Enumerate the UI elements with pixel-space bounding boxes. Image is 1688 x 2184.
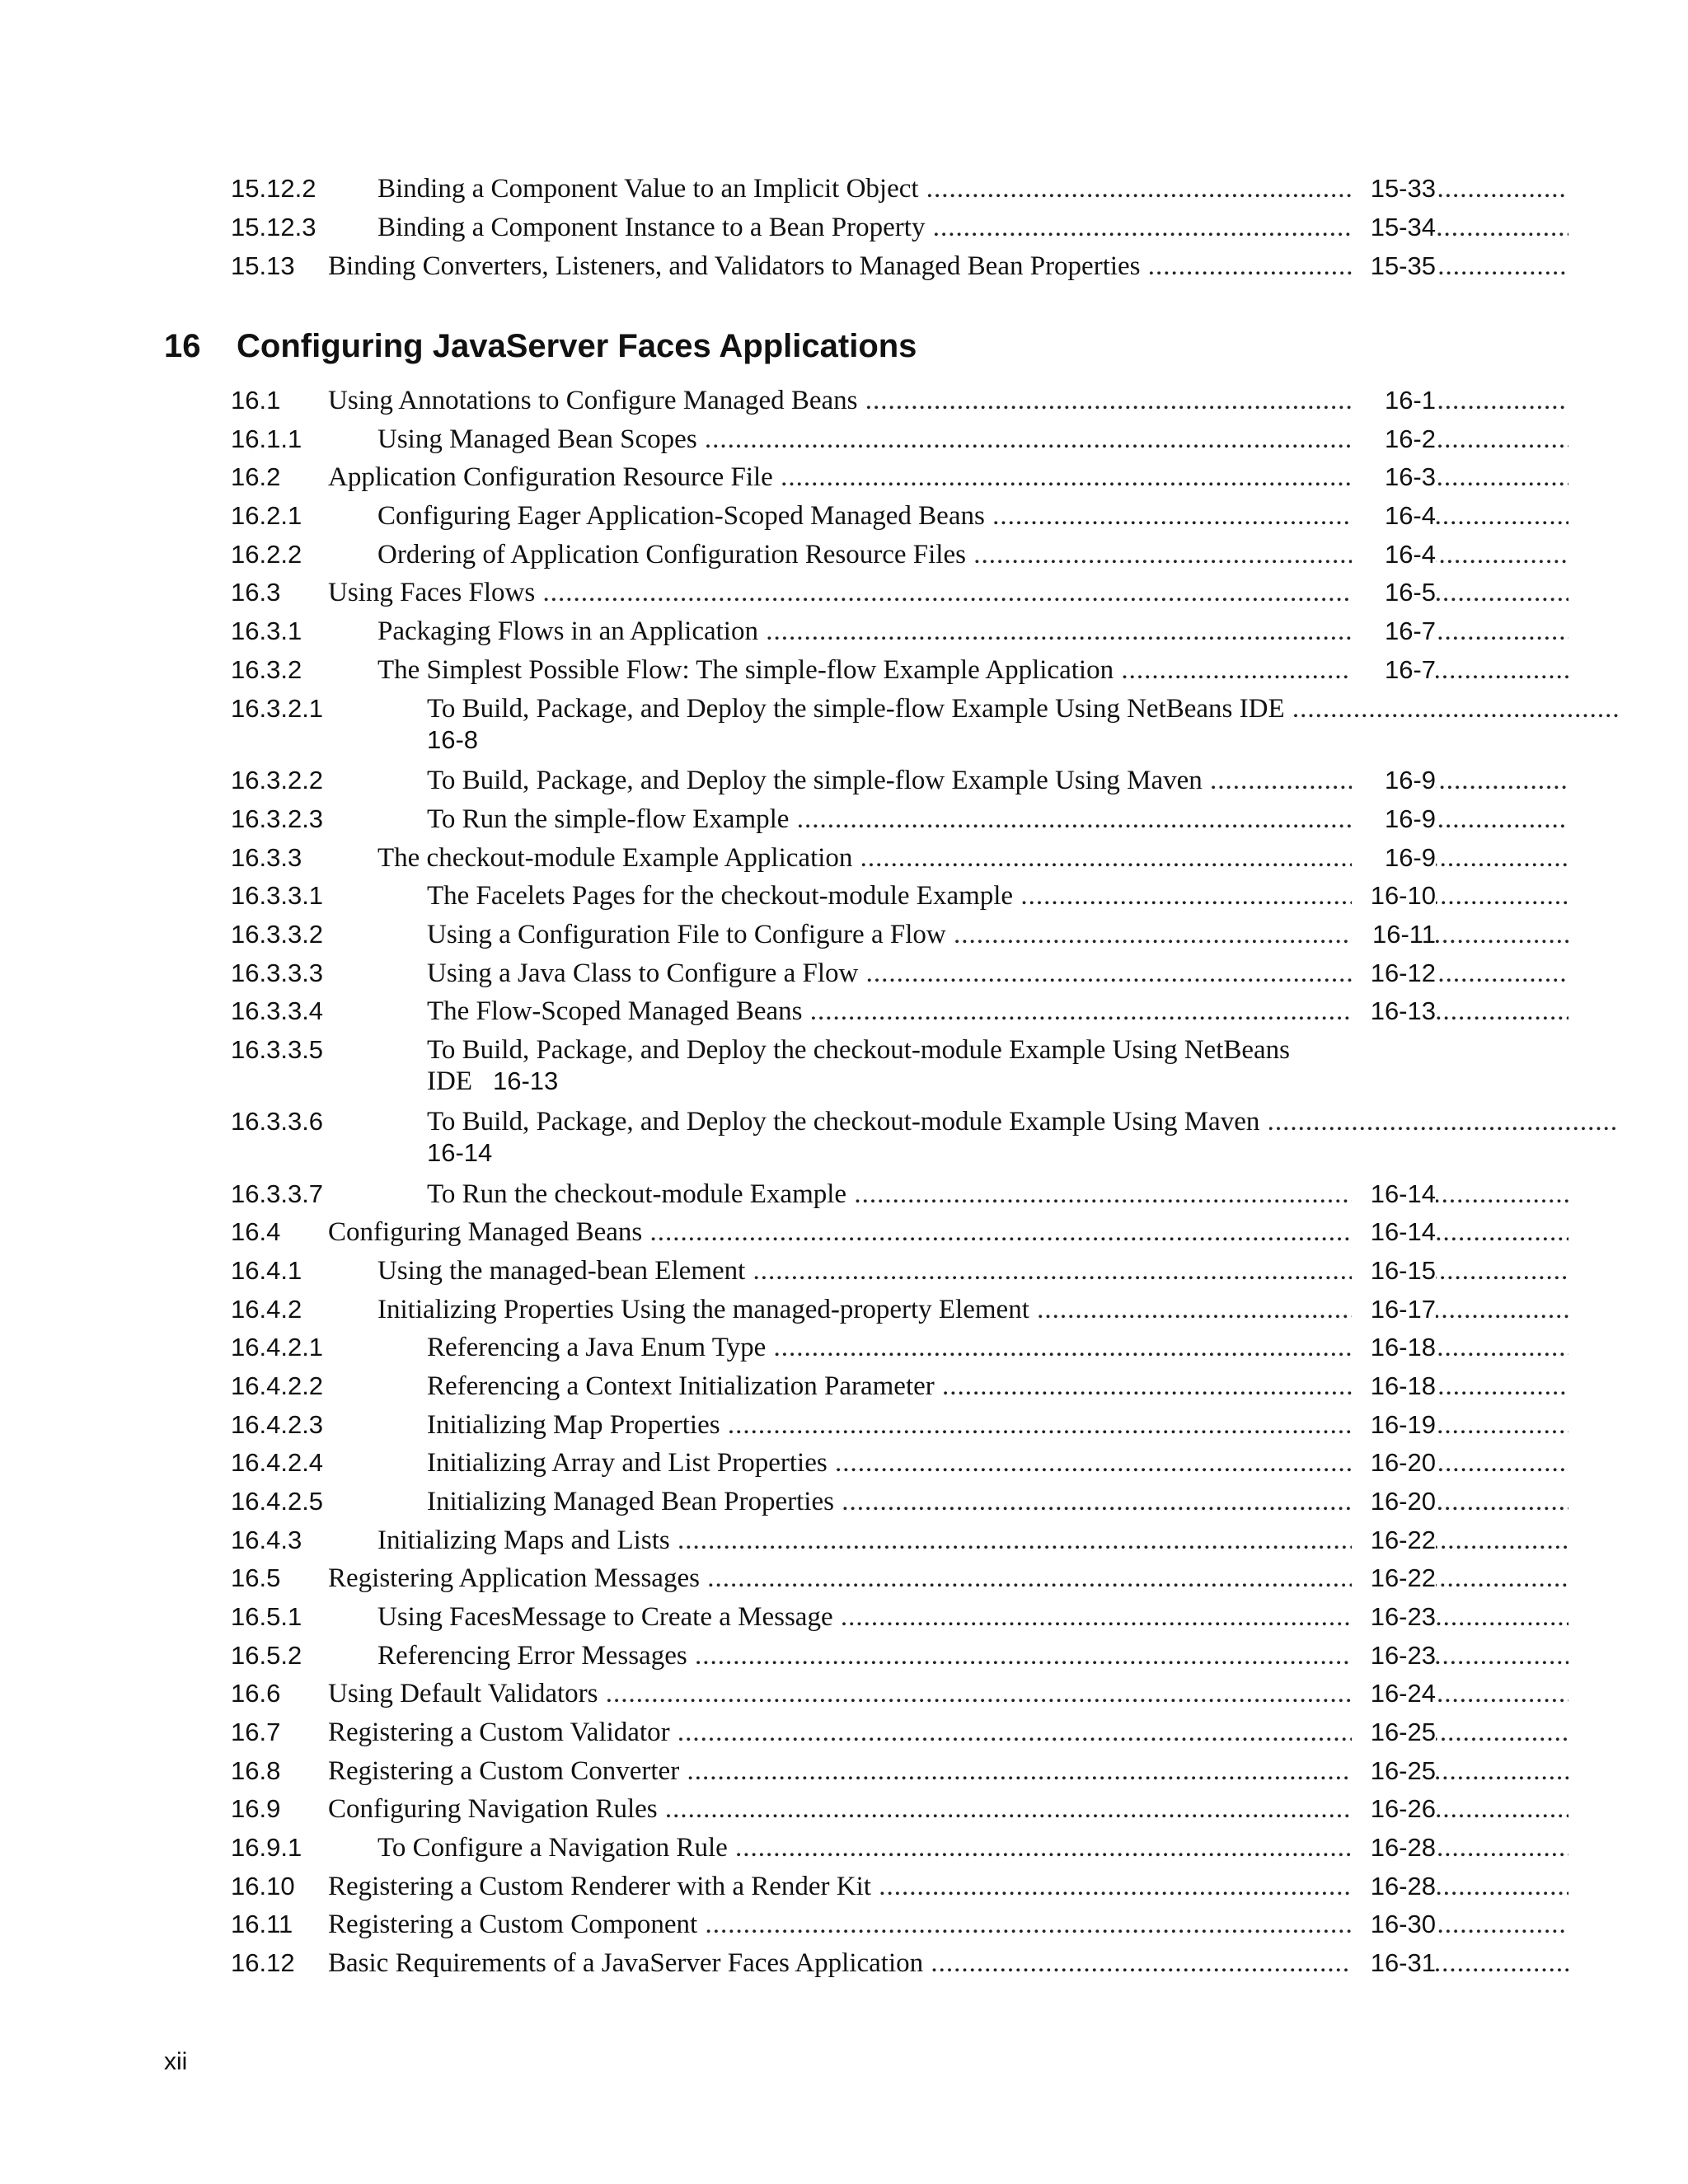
entry-page[interactable]: 16-17 [1352, 1291, 1436, 1328]
entry-page[interactable]: 16-9 [1352, 801, 1436, 837]
entry-page[interactable]: 16-23 [1352, 1599, 1436, 1635]
entry-page[interactable]: 16-26 [1352, 1791, 1436, 1827]
entry-title[interactable]: The Facelets Pages for the checkout-module Example ..... [427, 878, 1568, 914]
entry-page[interactable]: 16-30 [1352, 1906, 1436, 1943]
entry-number: 16.3.3 [231, 843, 302, 872]
entry-page[interactable]: 16-25 [1352, 1714, 1436, 1750]
toc-entry[interactable] [231, 1599, 1434, 1635]
toc-entry[interactable] [231, 1407, 1434, 1443]
entry-title[interactable]: Initializing Map Properties ..... [427, 1407, 1568, 1443]
entry-title[interactable]: The Simplest Possible Flow: The simple-flow Example Application ..... [377, 652, 1568, 688]
entry-number: 16.8 [231, 1756, 281, 1785]
entry-page[interactable]: 16-22 [1352, 1522, 1436, 1558]
entry-page[interactable]: 16-5 [1352, 574, 1436, 611]
chapter-heading[interactable] [164, 321, 917, 371]
toc-entry[interactable] [231, 1945, 1434, 1981]
toc-entry[interactable] [231, 878, 1434, 914]
entry-page[interactable]: 16-23 [1352, 1638, 1436, 1674]
entry-number: 16.3.3.1 [231, 881, 324, 910]
entry-title[interactable]: Referencing a Context Initialization Parameter ..... [427, 1368, 1568, 1404]
entry-title-continuation[interactable]: IDE [427, 1066, 472, 1096]
entry-number: 16.5 [231, 1563, 281, 1592]
toc-entry[interactable] [231, 691, 1434, 762]
entry-page[interactable]: 16-3 [1352, 459, 1436, 495]
toc-entry[interactable] [231, 498, 1434, 534]
entry-title[interactable]: To Run the checkout-module Example ..... [427, 1176, 1568, 1212]
toc-entry[interactable] [231, 1675, 1434, 1712]
entry-page[interactable]: 16-25 [1352, 1753, 1436, 1789]
entry-page[interactable]: 16-8 [427, 725, 479, 754]
entry-page[interactable]: 16-4 [1352, 498, 1436, 534]
entry-number: 16.5.2 [231, 1641, 302, 1670]
toc-entry[interactable] [231, 171, 1434, 207]
toc-entry[interactable] [231, 1253, 1434, 1289]
entry-number: 16.3.3.6 [231, 1107, 324, 1136]
entry-title[interactable]: Referencing Error Messages ..... [377, 1638, 1568, 1674]
entry-title[interactable]: Application Configuration Resource File ..... [328, 459, 1568, 495]
entry-number: 15.13 [231, 251, 295, 280]
entry-title[interactable]: Initializing Array and List Properties ..... [427, 1445, 1568, 1481]
entry-page[interactable]: 16-11 [1352, 916, 1436, 953]
entry-page[interactable]: 16-18 [1352, 1329, 1436, 1366]
entry-number: 16.1.1 [231, 424, 302, 453]
entry-page[interactable]: 16-9 [1352, 762, 1436, 799]
entry-number: 16.6 [231, 1679, 281, 1708]
entry-title[interactable]: Registering Application Messages ..... [328, 1560, 1568, 1596]
entry-number: 16.4 [231, 1217, 281, 1246]
entry-page[interactable]: 15-35 [1352, 248, 1436, 284]
entry-number: 15.12.3 [231, 213, 316, 241]
toc-entry[interactable] [231, 248, 1434, 284]
toc-entry[interactable] [231, 1214, 1434, 1250]
entry-number: 16.3.3.4 [231, 996, 324, 1025]
toc-entry[interactable] [231, 459, 1434, 495]
entry-number: 16.10 [231, 1872, 295, 1900]
entry-number: 16.12 [231, 1948, 295, 1977]
entry-page[interactable]: 16-14 [427, 1138, 493, 1167]
entry-title[interactable]: To Run the simple-flow Example ..... [427, 801, 1568, 837]
toc-entry[interactable] [231, 1753, 1434, 1789]
toc-entry[interactable] [231, 1906, 1434, 1943]
entry-page[interactable]: 16-2 [1352, 421, 1436, 457]
entry-number: 16.2.2 [231, 540, 302, 569]
entry-number: 16.3.2.1 [231, 694, 324, 723]
entry-number: 16.3.2.2 [231, 766, 324, 794]
entry-number: 16.3.2.3 [231, 804, 324, 833]
entry-title[interactable]: The Flow-Scoped Managed Beans ..... [427, 993, 1568, 1029]
entry-page[interactable]: 16-28 [1352, 1830, 1436, 1866]
toc-entry[interactable] [231, 1483, 1434, 1520]
toc-entry[interactable] [231, 1830, 1434, 1866]
entry-title[interactable]: Using a Configuration File to Configure a Flow ..... [427, 916, 1568, 953]
entry-page[interactable]: 15-33 [1352, 171, 1436, 207]
entry-number: 16.2.1 [231, 501, 302, 530]
entry-title[interactable]: Binding a Component Value to an Implicit Object ..... [377, 171, 1568, 207]
toc-entry[interactable] [231, 993, 1434, 1029]
entry-title[interactable]: Registering a Custom Validator ..... [328, 1714, 1568, 1750]
entry-number: 16.7 [231, 1718, 281, 1746]
entry-number: 16.3.3.2 [231, 920, 324, 949]
entry-number: 16.5.1 [231, 1602, 302, 1631]
toc-entry[interactable] [231, 1791, 1434, 1827]
entry-title[interactable]: Binding a Component Instance to a Bean Property ..... [377, 209, 1568, 246]
entry-page[interactable]: 16-7 [1352, 613, 1436, 649]
entry-page[interactable]: 16-24 [1352, 1675, 1436, 1712]
entry-title[interactable]: Ordering of Application Configuration Resource Files ..... [377, 537, 1568, 573]
toc-entry[interactable] [231, 1638, 1434, 1674]
toc-entry[interactable] [231, 1176, 1434, 1212]
entry-title[interactable]: To Build, Package, and Deploy the simple-flow Example Using NetBeans IDE ..... [427, 691, 1618, 727]
entry-number: 16.4.2.2 [231, 1371, 324, 1400]
entry-title[interactable]: To Build, Package, and Deploy the simple-flow Example Using Maven ..... [427, 762, 1568, 799]
toc-entry[interactable] [231, 652, 1434, 688]
toc-entry[interactable] [231, 574, 1434, 611]
entry-title[interactable]: Packaging Flows in an Application ..... [377, 613, 1568, 649]
entry-title[interactable]: Configuring Navigation Rules ..... [328, 1791, 1568, 1827]
entry-title[interactable]: Using a Java Class to Configure a Flow ..... [427, 955, 1568, 991]
entry-title[interactable]: Initializing Maps and Lists ..... [377, 1522, 1568, 1558]
entry-title[interactable]: Registering a Custom Converter ..... [328, 1753, 1568, 1789]
entry-title[interactable]: Using Managed Bean Scopes ..... [377, 421, 1568, 457]
toc-entry[interactable] [231, 209, 1434, 246]
toc-entry[interactable] [231, 1291, 1434, 1328]
entry-number: 16.11 [231, 1910, 293, 1938]
entry-page[interactable]: 16-13 [1352, 993, 1436, 1029]
toc-entry[interactable] [231, 1714, 1434, 1750]
toc-entry[interactable] [231, 1329, 1434, 1366]
entry-page[interactable]: 16-12 [1352, 955, 1436, 991]
entry-number: 16.3.2 [231, 655, 302, 684]
toc-entry[interactable] [231, 1032, 1434, 1103]
entry-number: 16.1 [231, 386, 281, 415]
toc-entry[interactable] [231, 762, 1434, 799]
entry-page[interactable]: 16-31 [1352, 1945, 1436, 1981]
entry-page[interactable]: 15-34 [1352, 209, 1436, 246]
entry-number: 16.4.2.1 [231, 1333, 324, 1361]
page-footer-number: xii [164, 2048, 188, 2075]
entry-number: 16.4.2.5 [231, 1487, 324, 1516]
entry-title[interactable]: Using Annotations to Configure Managed Beans ..... [328, 382, 1568, 419]
entry-title[interactable]: Configuring Managed Beans ..... [328, 1214, 1568, 1250]
toc-entry[interactable] [231, 1522, 1434, 1558]
entry-title[interactable]: Using the managed-bean Element ..... [377, 1253, 1568, 1289]
entry-page[interactable]: 16-15 [1352, 1253, 1436, 1289]
entry-title[interactable]: Using FacesMessage to Create a Message ..... [377, 1599, 1568, 1635]
entry-number: 16.4.2 [231, 1295, 302, 1324]
entry-number: 16.9 [231, 1794, 281, 1823]
entry-title[interactable]: Using Default Validators ..... [328, 1675, 1568, 1712]
toc-entry[interactable] [231, 1445, 1434, 1481]
entry-page[interactable]: 16-14 [1352, 1176, 1436, 1212]
entry-page[interactable]: 16-9 [1352, 840, 1436, 876]
toc-entry[interactable] [231, 801, 1434, 837]
toc-entry[interactable] [231, 955, 1434, 991]
chapter-title: Configuring JavaServer Faces Applications [237, 328, 917, 364]
entry-number: 16.3 [231, 578, 281, 607]
entry-title[interactable]: Configuring Eager Application-Scoped Managed Beans ..... [377, 498, 1568, 534]
entry-number: 16.3.3.7 [231, 1179, 324, 1208]
entry-number: 16.4.3 [231, 1526, 302, 1554]
entry-page[interactable]: 16-20 [1352, 1445, 1436, 1481]
entry-page[interactable]: 16-28 [1352, 1868, 1436, 1905]
entry-title[interactable]: Referencing a Java Enum Type ..... [427, 1329, 1568, 1366]
entry-number: 16.3.3.3 [231, 958, 324, 987]
entry-page[interactable]: 16-20 [1352, 1483, 1436, 1520]
entry-page[interactable]: 16-13 [493, 1066, 559, 1095]
toc-entry[interactable] [231, 840, 1434, 876]
entry-number: 16.4.1 [231, 1256, 302, 1285]
entry-title[interactable]: Using Faces Flows ..... [328, 574, 1568, 611]
toc-entry[interactable] [231, 421, 1434, 457]
toc-entry[interactable] [231, 1868, 1434, 1905]
entry-page[interactable]: 16-10 [1352, 878, 1436, 914]
entry-page[interactable]: 16-18 [1352, 1368, 1436, 1404]
toc-entry[interactable] [231, 1560, 1434, 1596]
entry-page[interactable]: 16-19 [1352, 1407, 1436, 1443]
toc-entry[interactable] [231, 382, 1434, 419]
toc-entry[interactable] [231, 1104, 1434, 1174]
entry-title[interactable]: To Configure a Navigation Rule ..... [377, 1830, 1568, 1866]
entry-number: 16.9.1 [231, 1833, 302, 1862]
entry-number: 15.12.2 [231, 174, 316, 203]
toc-entry[interactable] [231, 916, 1434, 953]
entry-title[interactable]: Binding Converters, Listeners, and Validators to Managed Bean Properties ..... [328, 248, 1568, 284]
entry-title[interactable]: Registering a Custom Component ..... [328, 1906, 1568, 1943]
entry-page[interactable]: 16-14 [1352, 1214, 1436, 1250]
entry-title[interactable]: Basic Requirements of a JavaServer Faces Application ..... [328, 1945, 1568, 1981]
entry-title[interactable]: To Build, Package, and Deploy the checkout-module Example Using Maven ..... [427, 1104, 1618, 1140]
entry-number: 16.2 [231, 462, 281, 491]
entry-number: 16.4.2.4 [231, 1448, 324, 1477]
entry-title[interactable]: Initializing Properties Using the managed-property Element ..... [377, 1291, 1568, 1328]
toc-entry[interactable] [231, 537, 1434, 573]
entry-page[interactable]: 16-22 [1352, 1560, 1436, 1596]
toc-entry[interactable] [231, 613, 1434, 649]
entry-title[interactable]: Initializing Managed Bean Properties ..... [427, 1483, 1568, 1520]
entry-number: 16.4.2.3 [231, 1410, 324, 1439]
entry-title[interactable]: To Build, Package, and Deploy the checkout-module Example Using NetBeans [427, 1035, 1291, 1065]
entry-title[interactable]: Registering a Custom Renderer with a Render Kit ..... [328, 1868, 1568, 1905]
entry-page[interactable]: 16-1 [1352, 382, 1436, 419]
entry-page[interactable]: 16-7 [1352, 652, 1436, 688]
entry-title[interactable]: The checkout-module Example Application ..... [377, 840, 1568, 876]
entry-number: 16.3.1 [231, 616, 302, 645]
toc-entry[interactable] [231, 1368, 1434, 1404]
chapter-number: 16 [164, 328, 201, 364]
entry-number: 16.3.3.5 [231, 1035, 324, 1064]
entry-page[interactable]: 16-4 [1352, 537, 1436, 573]
